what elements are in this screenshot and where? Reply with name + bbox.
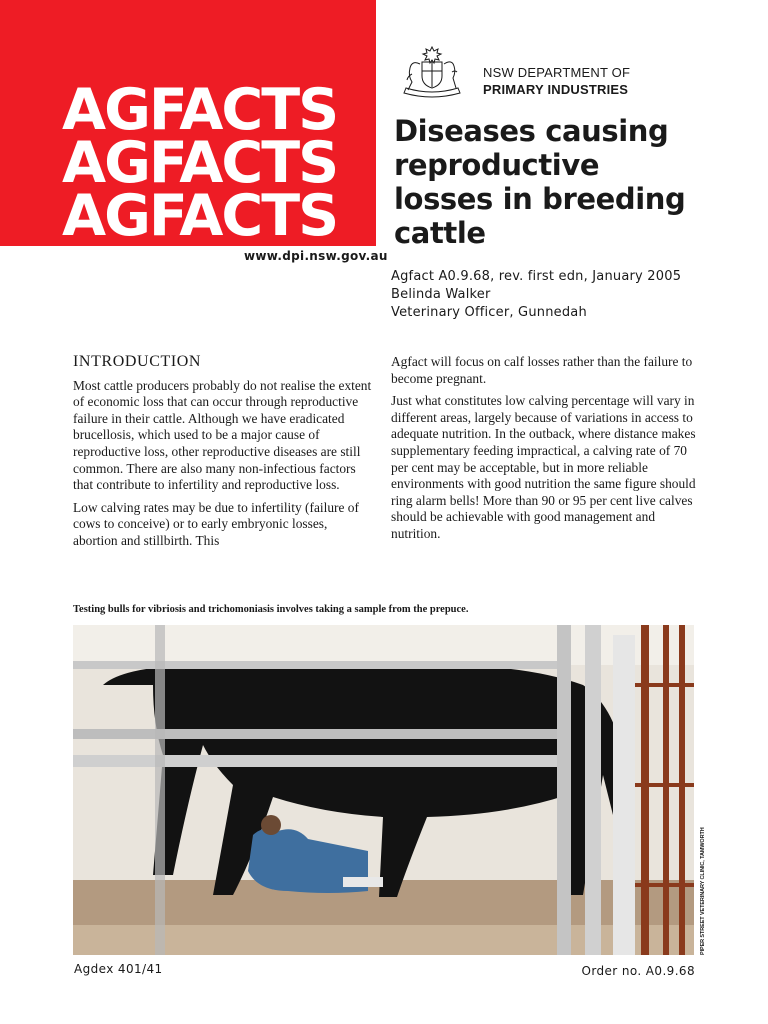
author-name: Belinda Walker bbox=[391, 287, 491, 302]
photo-credit: PIPER STREET VETERINARY CLINIC, TAMWORTH bbox=[700, 827, 706, 955]
agfact-reference: Agfact A0.9.68, rev. first edn, January 2005 bbox=[391, 269, 682, 284]
paragraph: Just what constitutes low calving percentage will vary in different areas, largely because of variations in access to adequate nutrition. In the outback, where distance makes supplementary feeding impractical, a calving rate of 70 per cent may be acceptable, but in more reliable environments with good nutrition the same figure should ring alarm bells! More than 90 or 95 per cent live calves should be achievable with good management and nutrition. bbox=[391, 393, 696, 541]
title-line-1: Diseases causing bbox=[394, 114, 669, 148]
agdex-number: Agdex 401/41 bbox=[74, 962, 163, 976]
department-line-1: NSW DEPARTMENT OF bbox=[483, 65, 631, 80]
document-meta bbox=[391, 268, 731, 322]
paragraph: Agfact will focus on calf losses rather than the failure to become pregnant. bbox=[391, 354, 693, 386]
nsw-coat-of-arms-icon bbox=[398, 44, 466, 100]
department-name bbox=[483, 64, 630, 98]
agfacts-line-2: AGFACTS bbox=[62, 130, 338, 196]
left-column bbox=[73, 354, 373, 556]
bull-testing-photo bbox=[73, 625, 694, 955]
right-column bbox=[391, 354, 697, 549]
order-number: Order no. A0.9.68 bbox=[581, 964, 695, 978]
document-title bbox=[394, 114, 734, 250]
paragraph: Most cattle producers probably do not realise the extent of economic loss that can occur through reproductive failure in their cattle. Although we have eradicated brucellosis, which used to be a major cause of reproductive loss, other reproductive diseases are still common. There are also many non-infectious factors that contribute to infertility and reproductive loss. bbox=[73, 377, 372, 493]
title-line-2: reproductive bbox=[394, 148, 600, 182]
title-line-4: cattle bbox=[394, 216, 486, 250]
paragraph: Low calving rates may be due to infertility (failure of cows to conceive) or to early embryonic losses, abortion and stillbirth. This bbox=[73, 499, 359, 548]
title-line-3: losses in breeding bbox=[394, 182, 686, 216]
figure-caption: Testing bulls for vibriosis and trichomoniasis involves taking a sample from the prepuce. bbox=[73, 604, 469, 615]
author-role: Veterinary Officer, Gunnedah bbox=[391, 305, 587, 320]
agfacts-line-3: AGFACTS bbox=[62, 183, 338, 249]
website-url[interactable]: www.dpi.nsw.gov.au bbox=[244, 249, 388, 263]
agfacts-line-1: AGFACTS bbox=[62, 77, 338, 143]
agfacts-brand bbox=[62, 77, 374, 249]
section-heading-introduction: INTRODUCTION bbox=[73, 353, 202, 370]
department-line-2: PRIMARY INDUSTRIES bbox=[483, 82, 629, 97]
